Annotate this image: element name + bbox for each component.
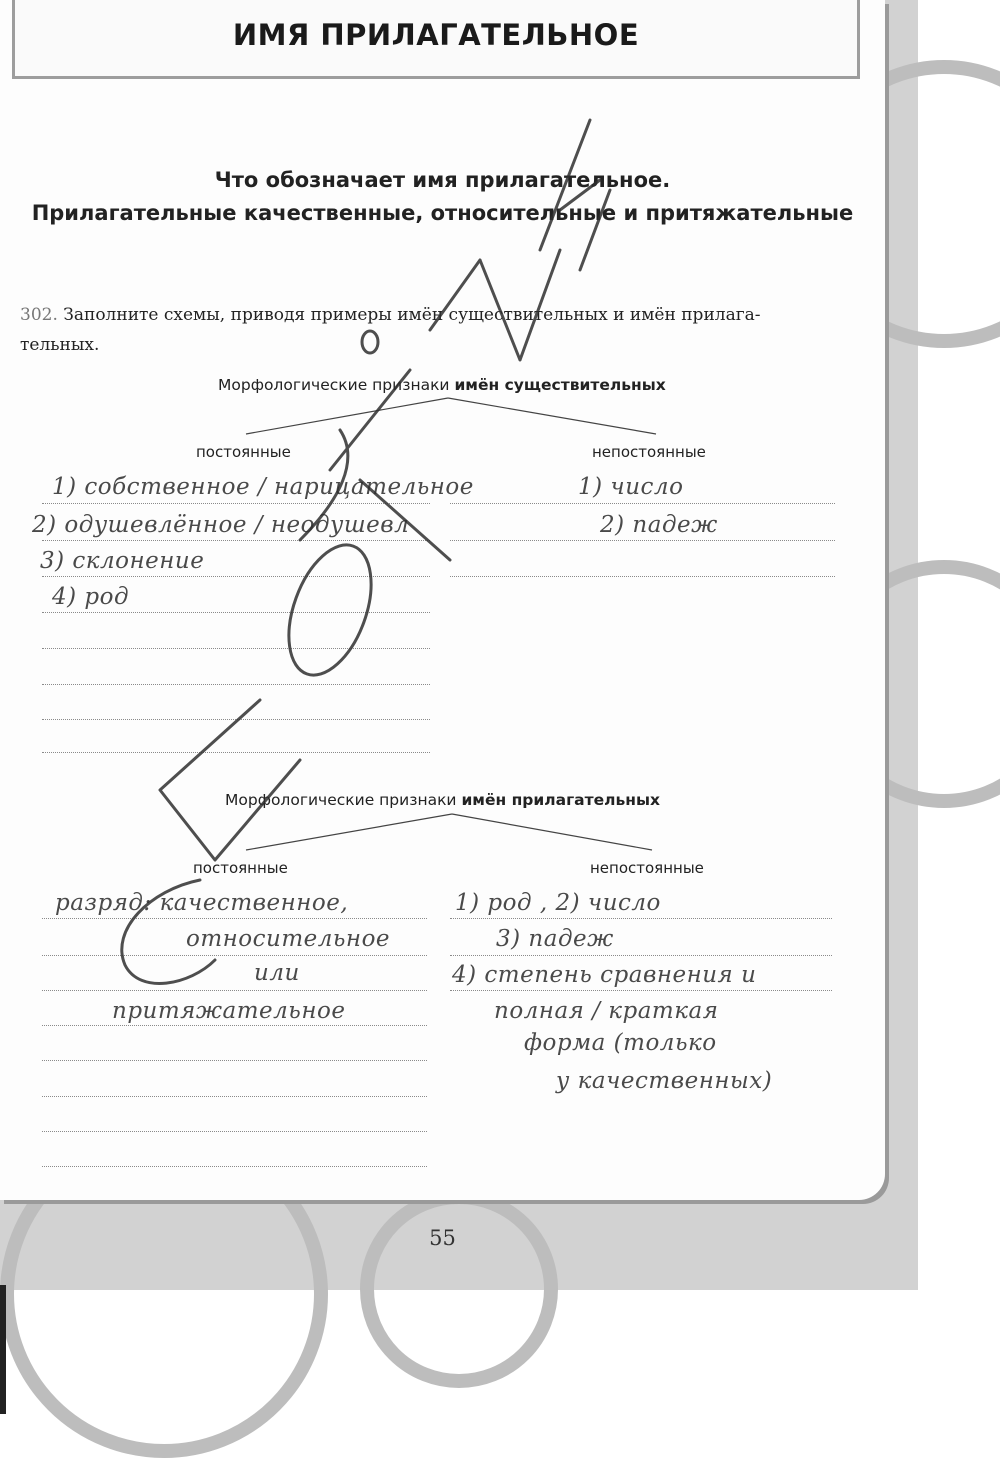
page-number: 55 <box>429 1226 456 1250</box>
handwritten-answer: разряд: качественное, <box>55 890 349 916</box>
handwritten-answer: 1) число <box>578 474 684 500</box>
nouns-constant-label: постоянные <box>196 443 291 461</box>
task-text: Заполните схемы, приводя примеры имён существительных и имён прилага- <box>63 305 761 325</box>
section-title-line2: Прилагательные качественные, относительные и притяжательные <box>31 201 854 225</box>
scheme-title-prefix: Морфологические признаки <box>225 791 462 809</box>
handwritten-answer: притяжательное <box>112 998 346 1024</box>
task-number: 302. <box>20 305 58 325</box>
nouns-variable-label: непостоянные <box>592 443 706 461</box>
handwritten-answer: относительное <box>186 926 391 952</box>
handwritten-answer: у качественных) <box>556 1068 773 1094</box>
task-text-line2: тельных. <box>20 335 100 355</box>
handwritten-answer: 1) собственное / нарицательное <box>52 474 474 500</box>
handwritten-answer: 2) одушевлённое / неодушевл <box>32 512 410 538</box>
chapter-title: ИМЯ ПРИЛАГАТЕЛЬНОЕ <box>232 18 640 52</box>
handwritten-answer: полная / краткая <box>494 998 719 1024</box>
scheme-title-bold: имён существительных <box>454 376 666 394</box>
decorative-ring <box>360 1190 558 1388</box>
handwritten-answer: 3) склонение <box>40 548 205 574</box>
handwritten-answer: 2) падеж <box>600 512 718 538</box>
scan-edge <box>0 1285 6 1414</box>
handwritten-answer: 1) род , 2) число <box>455 890 661 916</box>
handwritten-answer: или <box>254 960 300 986</box>
adjectives-constant-label: постоянные <box>193 859 288 877</box>
handwritten-answer: 3) падеж <box>496 926 614 952</box>
handwritten-answer: 4) род <box>52 584 130 610</box>
adjectives-variable-label: непостоянные <box>590 859 704 877</box>
scheme-title-prefix: Морфологические признаки <box>218 376 455 394</box>
scheme-title-bold: имён прилагательных <box>461 791 660 809</box>
handwritten-answer: форма (только <box>524 1030 717 1056</box>
handwritten-answer: 4) степень сравнения и <box>452 962 757 988</box>
section-title-line1: Что обозначает имя прилагательное. <box>214 168 671 192</box>
